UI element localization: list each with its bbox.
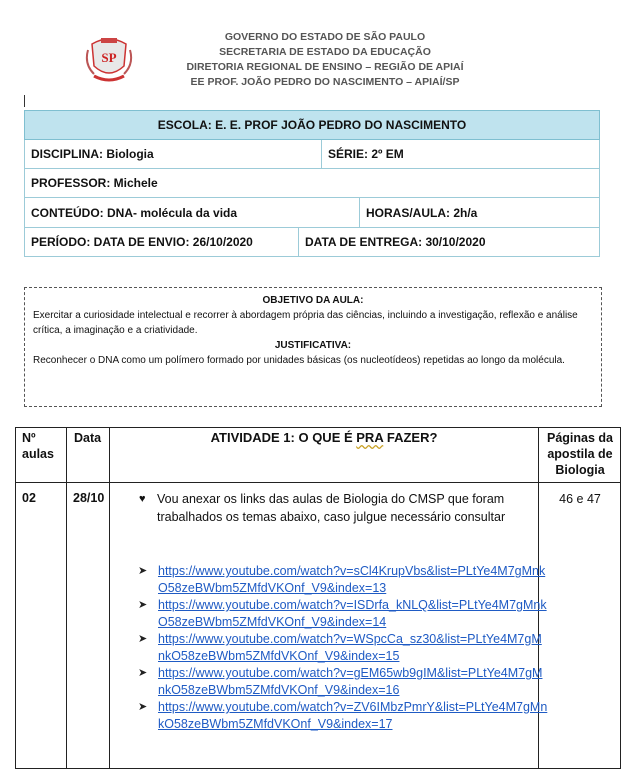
period-row xyxy=(24,228,600,257)
school-name: ESCOLA: E. E. PROF JOÃO PEDRO DO NASCIMENTO xyxy=(157,118,467,132)
cmsp-video-link-16[interactable]: https://www.youtube.com/watch?v=gEM65wb9gIM&list=PLtYe4M7gMnkO58zeBWbm5ZMfdVKOnf_V9&index=16 xyxy=(158,666,543,697)
objective-title: OBJETIVO DA AULA: xyxy=(262,295,364,306)
cmsp-video-link-13[interactable]: https://www.youtube.com/watch?v=sCl4KrupVbs&list=PLtYe4M7gMnkO58zeBWbm5ZMfdVKOnf_V9&index=13 xyxy=(158,564,546,595)
row-pages: 46 e 47 xyxy=(559,492,601,506)
bullet-heart-icon: ♥ xyxy=(139,493,146,505)
discipline-label: DISCIPLINA: Biologia xyxy=(31,147,154,161)
objective-text: Exercitar a curiosidade intelectual e recorrer à abordagem própria das ciências, incluindo a investigação, reflexão e análise crítica, a imaginação e a criatividade. xyxy=(33,310,578,336)
activity-title-end: FAZER? xyxy=(383,430,438,445)
cmsp-video-link-17[interactable]: https://www.youtube.com/watch?v=ZV6IMbzPmrY&list=PLtYe4M7gMnkO58zeBWbm5ZMfdVKOnf_V9&index=17 xyxy=(158,700,548,731)
class-info-table xyxy=(24,110,600,257)
arrow-bullet-icon: ➤ xyxy=(138,565,148,577)
arrow-bullet-icon: ➤ xyxy=(138,667,148,679)
institution-header xyxy=(170,30,480,90)
period-label: PERÍODO: DATA DE ENVIO: 26/10/2020 xyxy=(31,235,253,249)
discipline-row xyxy=(24,140,600,169)
justification-text: Reconhecer o DNA como um polímero formado por unidades básicas (os nucleotídeos) repetidas ao longo da molécula. xyxy=(33,355,565,366)
header-line-school: EE PROF. JOÃO PEDRO DO NASCIMENTO – APIAÍ/SP xyxy=(190,76,460,88)
school-row xyxy=(24,110,600,140)
arrow-bullet-icon: ➤ xyxy=(138,599,148,611)
cmsp-video-link-14[interactable]: https://www.youtube.com/watch?v=ISDrfa_kNLQ&list=PLtYe4M7gMnkO58zeBWbm5ZMfdVKOnf_V9&index=14 xyxy=(158,598,547,629)
text-cursor xyxy=(24,95,25,107)
hours-label: HORAS/AULA: 2h/a xyxy=(366,205,478,220)
cmsp-video-link-15[interactable]: https://www.youtube.com/watch?v=WSpcCa_sz30&list=PLtYe4M7gMnkO58zeBWbm5ZMfdVKOnf_V9&index=15 xyxy=(158,632,542,663)
sao-paulo-coat-of-arms-logo xyxy=(84,30,134,86)
justification-title: JUSTIFICATIVA: xyxy=(274,340,352,351)
header-line-directorate: DIRETORIA REGIONAL DE ENSINO – REGIÃO DE APIAÍ xyxy=(186,61,464,73)
activity-title-pra: PRA xyxy=(356,430,384,445)
teacher-label: PROFESSOR: Michele xyxy=(31,176,158,190)
delivery-date-label: DATA DE ENTREGA: 30/10/2020 xyxy=(305,235,486,249)
row-intro-text: Vou anexar os links das aulas de Biologia do CMSP que foram trabalhados os temas abaixo, caso julgue necessário consultar xyxy=(157,492,506,524)
content-label: CONTEÚDO: DNA- molécula da vida xyxy=(31,205,238,220)
header-line-government: GOVERNO DO ESTADO DE SÃO PAULO xyxy=(224,31,426,43)
activity-table xyxy=(15,427,621,769)
arrow-bullet-icon: ➤ xyxy=(138,701,148,713)
col-header-date: Data xyxy=(74,431,102,445)
teacher-row xyxy=(24,169,600,198)
row-date: 28/10 xyxy=(73,491,105,505)
col-header-activity xyxy=(110,430,538,446)
objective-box xyxy=(24,287,602,407)
arrow-bullet-icon: ➤ xyxy=(138,633,148,645)
row-lessons-count: 02 xyxy=(22,491,36,505)
activity-title-start: ATIVIDADE 1: O QUE É xyxy=(210,430,357,445)
col-header-lessons: Nº aulas xyxy=(22,431,54,461)
header-line-secretariat: SECRETARIA DE ESTADO DA EDUCAÇÃO xyxy=(219,46,431,58)
col-header-pages: Páginas da apostila de Biologia xyxy=(547,431,613,477)
logo-seal-text: SP xyxy=(101,50,117,65)
content-row xyxy=(24,198,600,228)
grade-label: SÉRIE: 2º EM xyxy=(328,147,404,161)
